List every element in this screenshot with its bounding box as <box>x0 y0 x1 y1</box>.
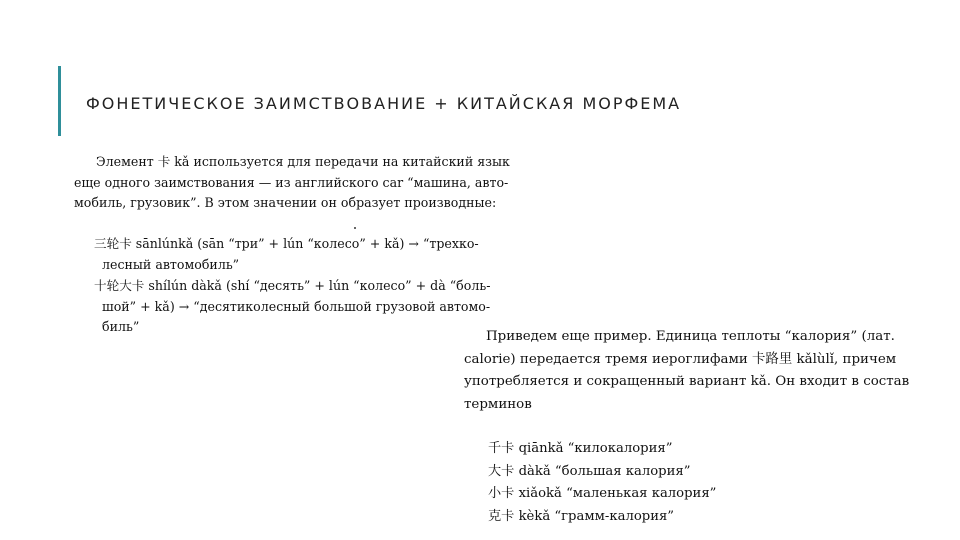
left-intro-paragraph <box>74 152 510 214</box>
left-intro-line-1: Элемент 卡 kǎ используется для передачи на китайский язык <box>96 154 510 169</box>
title-accent-bar <box>58 66 61 136</box>
term-kilocalorie: 千卡 qiānkǎ “килокалория” <box>488 441 673 456</box>
example-sanlunka-line-1: 三轮卡 sānlúnkǎ (sān “три” + lún “колесо” + kǎ) → “трехко- <box>94 236 479 251</box>
calorie-terms-list <box>488 438 716 528</box>
example-shilun-line-3: биль” <box>102 319 140 334</box>
term-large-calorie: 大卡 dàkǎ “большая калория” <box>488 463 691 479</box>
right-intro-line-3: употребляется и сокращенный вариант kǎ. Он входит в состав <box>464 374 910 389</box>
left-intro-line-3: мобиль, грузовик”. В этом значении он образует производные: <box>74 195 497 210</box>
example-shilun-daka <box>94 276 490 338</box>
slide-title: ФОНЕТИЧЕСКОЕ ЗАИМСТВОВАНИЕ + КИТАЙСКАЯ МОРФЕМА <box>86 94 682 113</box>
term-gram-calorie: 克卡 kèkǎ “грамм-калория” <box>488 508 675 524</box>
right-intro-line-2: calorie) передается тремя иероглифами 卡路里 kǎlùlǐ, причем <box>464 351 897 367</box>
right-intro-paragraph <box>464 326 909 416</box>
example-shilun-line-2: шой” + kǎ) → “десятиколесный большой грузовой автомо- <box>102 298 491 314</box>
example-sanlunka <box>94 234 479 275</box>
scan-speck <box>354 227 356 229</box>
right-intro-line-4: терминов <box>464 396 532 412</box>
right-intro-line-1: Приведем еще пример. Единица теплоты “калория” (лат. <box>486 329 895 344</box>
left-intro-line-2: еще одного заимствования — из английского car “машина, авто- <box>74 174 509 190</box>
example-shilun-line-1: 十轮大卡 shílún dàkǎ (shí “десять” + lún “колесо” + dà “боль- <box>94 278 491 293</box>
example-sanlunka-line-2: лесный автомобиль” <box>102 256 240 272</box>
term-small-calorie: 小卡 xiǎokǎ “маленькая калория” <box>488 486 717 501</box>
